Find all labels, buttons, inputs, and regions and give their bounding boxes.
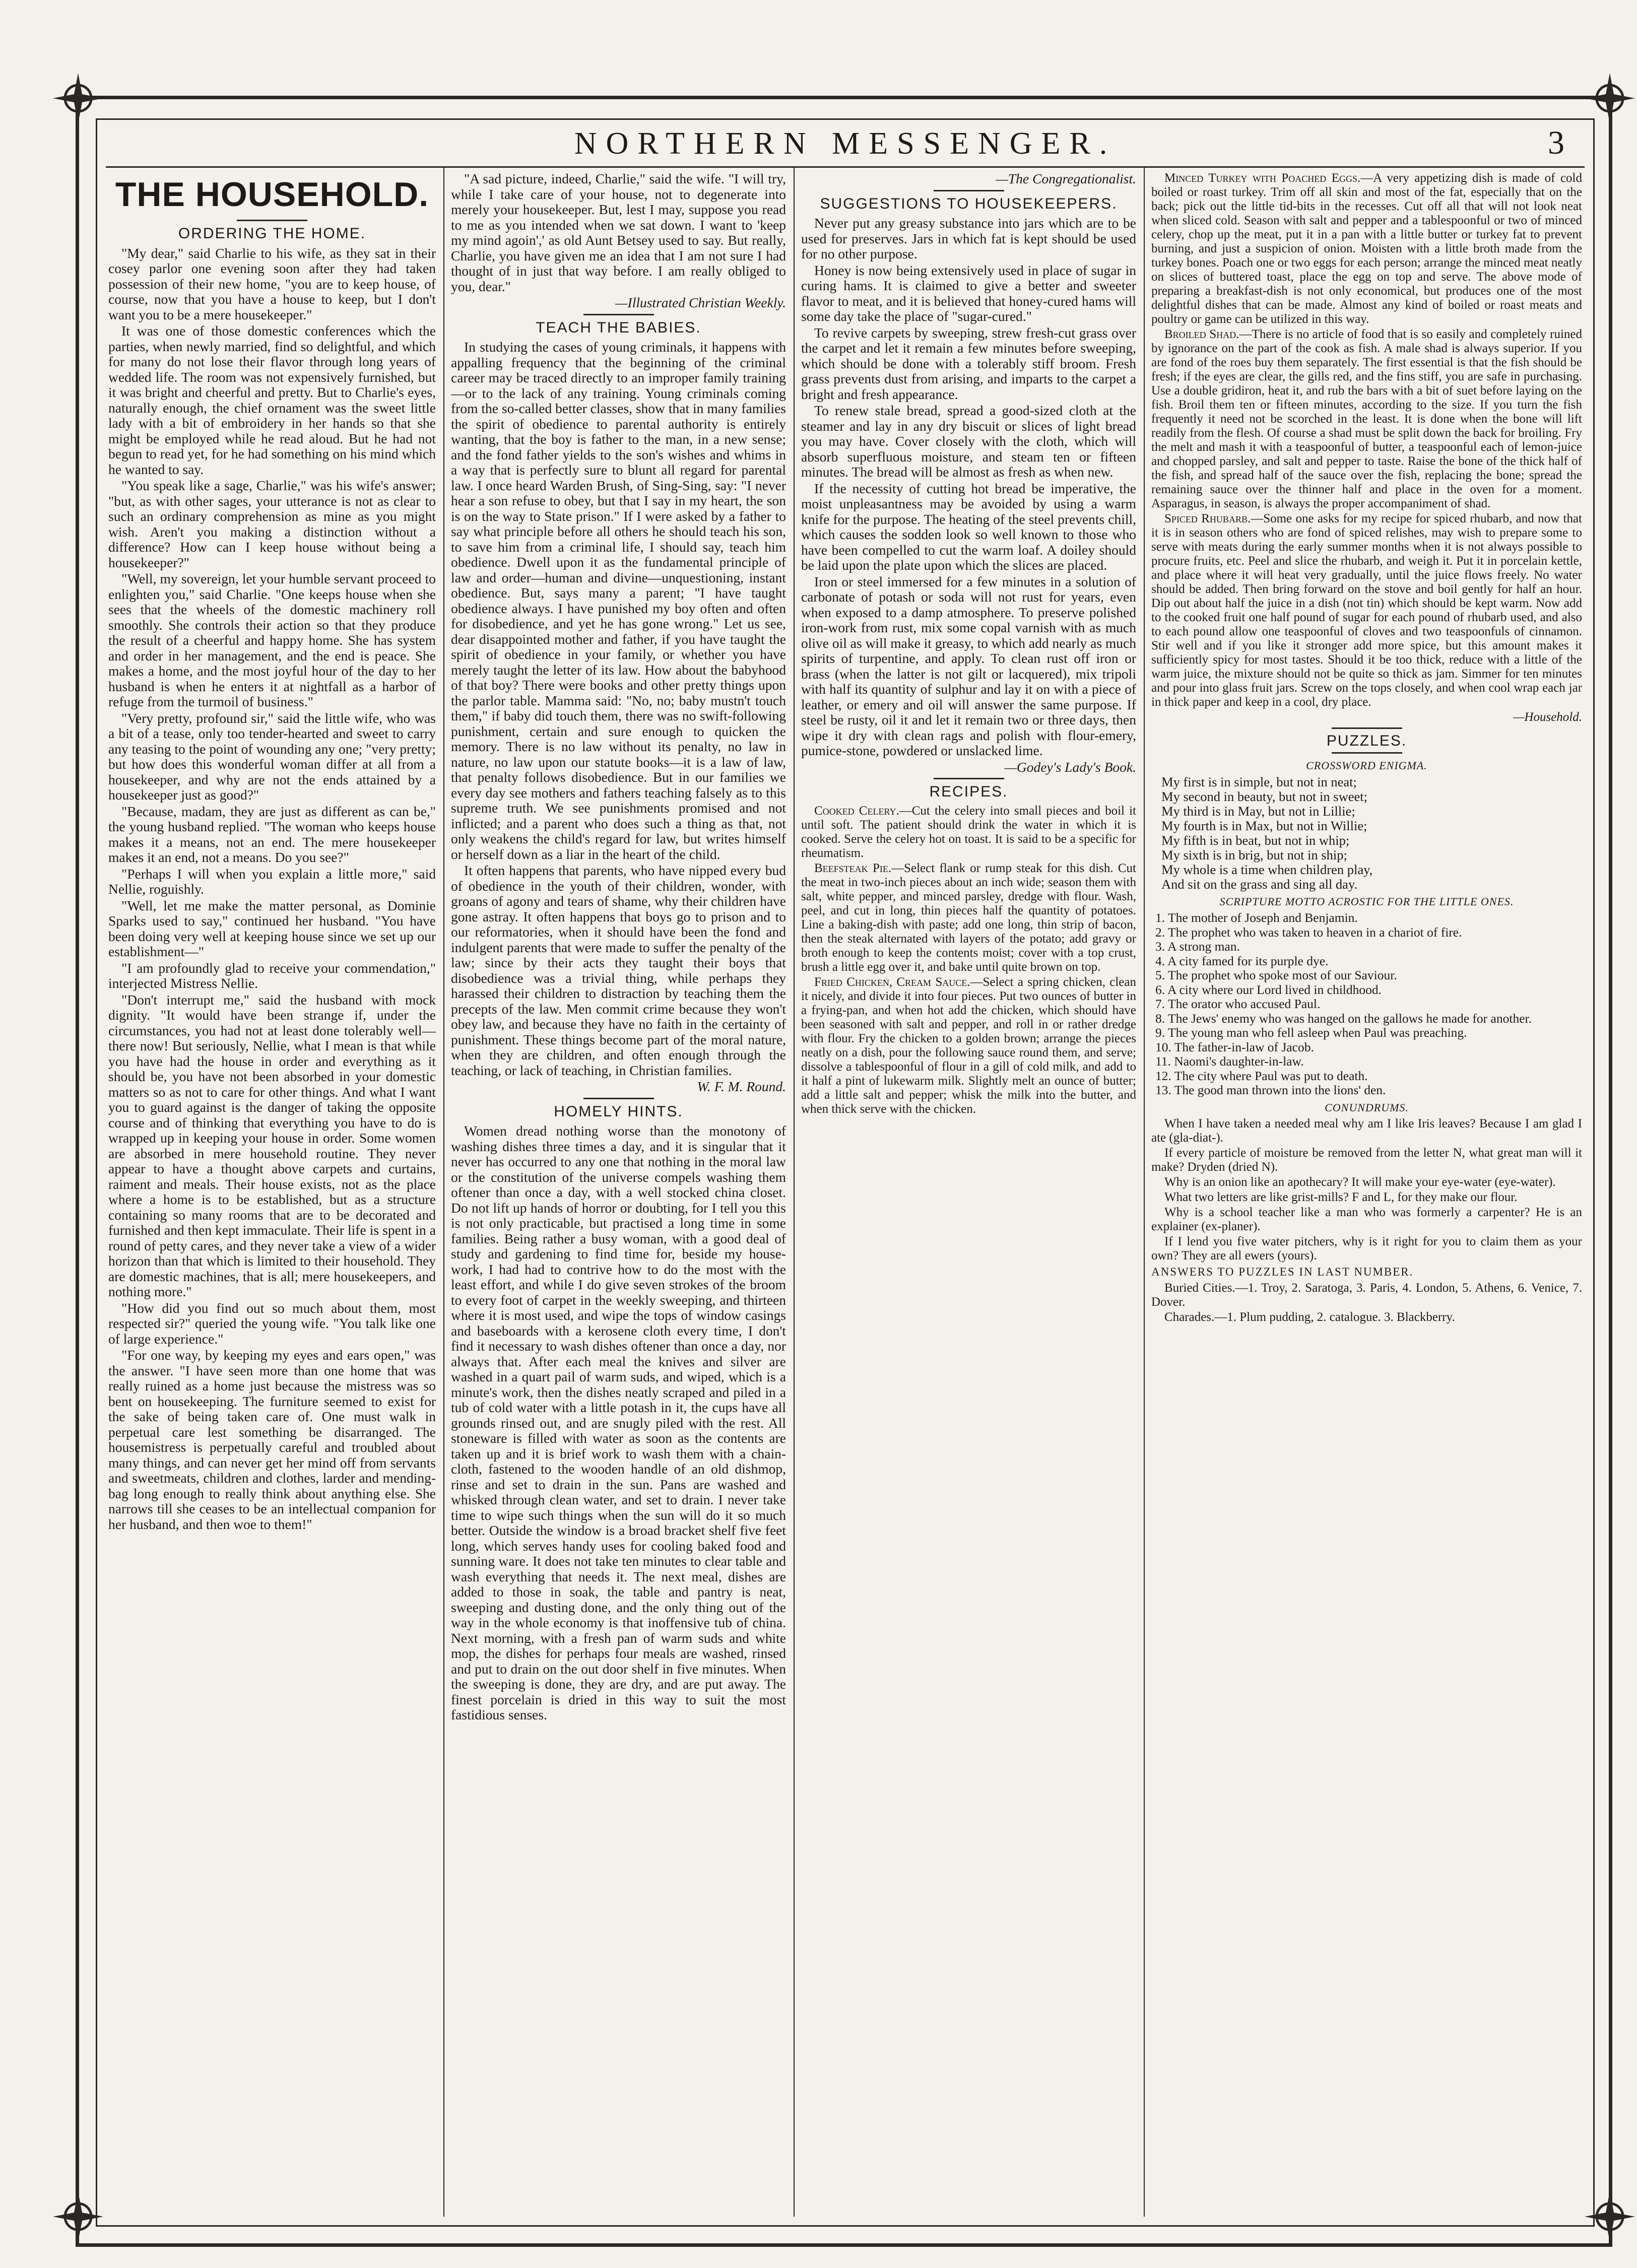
paragraph: "My dear," said Charlie to his wife, as they sat in their cosey parlor one evening soon after they had taken possession of their new home, "you are to keep house, of course, now that you have a house to keep, but I don't want you to be a mere housekeeper." [108,245,436,322]
poem-line: My fifth is in beat, but not in whip; [1161,833,1350,848]
paragraph: Women dread nothing worse than the monotony of washing dishes three times a day, and it is singular that it never has occurred to any one that nothing in the moral law or the constitution of the universe compels washing them oftener than once a day, with a well stocked china closet. Do not lift up hands of horror or doubting, for I tell you this is not only practicable, but practised a long time in some families. Being rather a busy woman, with a good deal of study and gardening to find time for, beside my house-work, I had had to contrive how to do the most with the least effort, and while I do give seven strokes of the broom to every foot of carpet in the weekly sweeping, and thirteen where it is most used, and wipe the tops of window casings and baseboards with a kerosene cloth every time, I don't find it necessary to wash dishes oftener than once a day, nor always that. After each meal the knives and silver are washed in a quart pail of warm suds, and wiped, which is a minute's work, then the dishes neatly scraped and piled in a tub of cold water with a little potash in it, the cups have all grounds rinsed out, and are snugly piled with the rest. All stoneware is filled with water as soon as the contents are taken up and it is brief work to wash them with a chain-cloth, fastened to the wooden handle of an old dishmop, rinse and set to drain in the sun. Pans are washed and whisked through clean water, and set to drain. I never take time to wipe such things when the sun will do it so much better. Outside the window is a broad bracket shelf five feet long, which serves handy uses for cooling baked food and sunning ware. It does not take ten minutes to clear table and wash everything that needs it. The next meal, dishes are added to those in soak, the table and pantry is neat, sweeping and dusting done, and the only thing out of the way in the whole economy is that inoffensive tub of china. Next morning, with a fresh pan of warm suds and white mop, the dishes for perhaps four meals are washed, rinsed and put to drain on the out door shelf in five minutes. When the sweeping is done, they are dry, and are put away. The finest porcelain is dried in this way to suit the most fastidious senses. [451,1123,786,1722]
poem-line: My third is in May, but not in Lillie; [1161,804,1355,819]
column-divider [1144,166,1145,2217]
paragraph: It was one of those domestic conferences which the parties, when newly married, find so delightful, and which for many do not lose their flavor through long years of wedded life. The room was not expensively furnished, but it was bright and cheerful and pretty. But to Charlie's eyes, naturally enough, the chief ornament was the sweet little lady with a bit of embroidery in her hands so that she might be employed while he read aloud. But he had not begun to read yet, for he had something on his mind which he wanted to say. [108,323,436,477]
paragraph: "How did you find out so much about them, most respected sir?" queried the young wife. "You talk like one of large experience." [108,1300,436,1347]
conundrum: When I have taken a needed meal why am I like Iris leaves? Because I am glad I ate (gla-diat-). [1151,1116,1582,1145]
paragraph: If the necessity of cutting hot bread be imperative, the moist unpleasantness may be avoided by using a warm knife for the purpose. The heating of the steel prevents chill, which causes the sodden look so well known to those who have been compelled to cut the warm loaf. A doiley should be laid upon the plate upon which the slices are placed. [801,480,1136,573]
conundrum: Why is an onion like an apothecary? It will make your eye-water (eye-water). [1164,1175,1556,1189]
recipe-item [801,804,1136,860]
divider [934,190,1004,191]
paragraph: "For one way, by keeping my eyes and ears open," was the answer. "I have seen more than one home that was really ruined as a home just because the mistress was so bent on housekeeping. The furniture seemed to exist for the sake of being taken care of. One must walk in perpetual care lest something be disarranged. The housemistress is perpetually careful and troubled about many things, and can never get her mind off from servants and sweetmeats, children and clothes, larder and mending-bag long enough to really think about anything else. She narrows till she ceases to be an intellectual companion for her husband, and then woe to them!" [108,1347,436,1532]
answers-title: ANSWERS TO PUZZLES IN LAST NUMBER. [1151,1265,1414,1278]
poem-line: My fourth is in Max, but not in Willie; [1161,818,1367,833]
acrostic-list [1151,911,1582,1098]
recipe-name: Beefsteak Pie. [814,861,892,875]
paragraph: To revive carpets by sweeping, strew fresh-cut grass over the carpet and let it remain a few minutes before sweeping, which should be done with a tolerably stiff broom. Fresh grass prevents dust from arising, and imparts to the carpet a bright and fresh appearance. [801,324,1136,402]
paragraph: To renew stale bread, spread a good-sized cloth at the steamer and lay in any dry biscuit or slices of light bread you may have. Cover closely with the cloth, which will absorb superfluous moisture, and steam ten or fifteen minutes. The bread will be almost as fresh as when new. [801,403,1136,480]
poem-line: My first is in simple, but not in neat; [1161,774,1357,789]
paragraph: "Very pretty, profound sir," said the little wife, who was a bit of a tease, only too tender-hearted and sweet to carry any teasing to the point of wounding any one; "very pretty; but how does this wonderful woman differ at all from a housekeeper, and why are not the ends attained by a housekeeper just as good?" [108,710,436,803]
recipe-name: Broiled Shad. [1164,327,1239,341]
source-attribution: W. F. M. Round. [697,1079,786,1094]
source-attribution: —Household. [1513,710,1582,724]
list-item: 7. The orator who accused Paul. [1155,996,1321,1011]
recipe-text: —A very appetizing dish is made of cold boiled or roast turkey. Trim off all skin and most of the fat, especially that on the back; pick out the little tid-bits in the recesses. Cut off all that will not look neat when sliced cold. Season with salt and pepper and a tablespoonful or two of minced celery, chop up the meat, put it in a pan with a little butter or turkey fat to prevent burning, and just a suspicion of onion. Moisten with a little broth made from the turkey bones. Poach one or two eggs for each person; arrange the minced meat neatly on slices of buttered toast, place the egg on top and serve. The above mode of preparing a breakfast-dish is not only economical, but produces one of the most delightful dishes that can be made. Almost any kind of boiled or roast meats and poultry or game can be utilized in this way. [1151,171,1582,326]
poem-line: My second in beauty, but not in sweet; [1161,789,1367,804]
list-item: 3. A strong man. [1155,939,1240,954]
recipe-item [801,975,1136,1116]
page-number: 3 [1548,124,1564,161]
list-item: 8. The Jews' enemy who was hanged on the gallows he made for another. [1155,1011,1532,1026]
teach-babies-title: TEACH THE BABIES. [536,319,701,336]
column-divider [443,166,444,2217]
suggestions-title: SUGGESTIONS TO HOUSEKEEPERS. [820,195,1118,212]
recipe-item [1151,171,1582,326]
paragraph: "I am profoundly glad to receive your commendation," interjected Mistress Nellie. [108,960,436,991]
enigma-poem [1161,775,1582,892]
answers-charades: Charades.—1. Plum pudding, 2. catalogue. 3. Blackberry. [1164,1310,1455,1324]
list-item: 11. Naomi's daughter-in-law. [1155,1054,1304,1069]
divider [934,778,1004,779]
paragraph: "You speak like a sage, Charlie," was his wife's answer; "but, as with other sages, your utterance is not as clear to such an ordinary comprehension as mine as you might wish. Aren't you making a distinction without a difference? How can I keep house without being a housekeeper?" [108,478,436,570]
recipe-name: Cooked Celery. [814,804,899,818]
source-attribution: —Godey's Lady's Book. [1004,759,1136,775]
recipe-item [1151,327,1582,511]
list-item: 9. The young man who fell asleep when Paul was preaching. [1155,1025,1467,1040]
recipe-text: —There is no article of food that is so easily and completely ruined by ignorance on the part of the cook as fish. A male shad is always superior. If you are fond of the roes buy them separately. The first essential is that the fish should be fresh; if the eyes are clear, the gills red, and the fins stiff, you are safe in purchasing. Use a double gridiron, heat it, and rub the bars with a bit of suet before laying on the fish. Broil them ten or fifteen minutes, according to the size. If you turn the fish frequently it need not be scorched in the least. It is done when the bone will lift readily from the flesh. Of course a shad must be split down the back for broiling. Fry the melt and mash it with a teaspoonful of butter, a teaspoonful each of lemon-juice and chopped parsley, and salt and pepper to taste. Raise the bone of the thick half of the fish, and spread half of the sauce over the fish, replacing the bone; spread the remaining sauce over the thinner half and place in the oven for a moment. Asparagus, in season, is always the proper accompaniment of shad. [1151,327,1582,510]
column-1 [108,171,436,2217]
corner-ornament-icon [1580,2186,1637,2247]
answers-cities: Buried Cities.—1. Troy, 2. Saratoga, 3. Paris, 4. London, 5. Athens, 6. Venice, 7. Dover. [1151,1281,1582,1309]
divider [237,220,307,221]
recipe-name: Minced Turkey with Poached Eggs. [1164,171,1361,185]
divider [1332,727,1402,729]
corner-ornament-icon [48,68,108,128]
source-attribution: —The Congregationalist. [996,171,1136,186]
list-item: 1. The mother of Joseph and Benjamin. [1155,910,1358,925]
recipe-text: —Some one asks for my recipe for spiced rhubarb, and now that it is in season others who are fond of spiced relishes, may wish to prepare some to serve with meats during the early summer months when it is not always possible to procure fruits, etc. Peel and slice the rhubarb, and weigh it. Put it in porcelain kettle, and place where it will heat very gradually, until the juice flows freely. No water should be added. Then bring forward on the stove and boil gently for half an hour. Dip out about half the juice in a dish (not tin) which should be kept warm. Now add to the cooked fruit one half pound of sugar for each pound of rhubarb used, and also to each pound allow one teaspoonful of cloves and two teaspoonfuls of cinnamon. Stir well and if you like it stronger add more spice, but this amount makes it sufficiently spicy for most tastes. Should it be too thick, reduce with a little of the warm juice, the mixture should not be quite so thick as jam. Simmer for ten minutes and pour into glass fruit jars. Screw on the tops closely, and when cool wrap each jar in thick paper and keep in a cool, dry place. [1151,512,1582,709]
paragraph: "Don't interrupt me," said the husband with mock dignity. "It would have been strange if, under the circumstances, you had not at least done tolerably well—there now! But seriously, Nellie, what I mean is that while you have had the house in order and everything as it should be, you have not been absorbed in your domestic matters so as not to care for other things. And what I want you to guard against is the danger of taking the opposite course and of thinking that everything you have to do is wrapped up in keeping your house in order. Some women are absorbed in mere household routine. They never appear to have a thought above carpets and curtains, raiment and meals. Their house exists, not as the place where a home is to be established, but as a structure containing so many rooms that are to be decorated and furnished and then kept immaculate. Their life is spent in a round of petty cares, and they never take a view of a wider horizon than that which is limited to their household. They are domestic machines, that is all; mere housekeepers, and nothing more." [108,991,436,1299]
header-rule [106,166,1585,168]
masthead [106,126,1585,166]
paragraph: Honey is now being extensively used in place of sugar in curing hams. It is claimed to give a better and sweeter flavor to meat, and it is believed that honey-cured hams will some day take the place of "sugar-cured." [801,262,1136,324]
divider [583,314,654,315]
recipe-item [1151,512,1582,709]
corner-ornament-icon [48,2186,108,2247]
masthead-title: NORTHERN MESSENGER. [574,126,1117,161]
ordering-home-title: ORDERING THE HOME. [178,225,366,242]
list-item: 4. A city famed for its purple dye. [1155,953,1329,968]
recipes-title: RECIPES. [929,783,1008,800]
acrostic-title: SCRIPTURE MOTTO ACROSTIC FOR THE LITTLE ONES. [1219,895,1514,908]
column-2 [451,171,786,2217]
homely-hints-title: HOMELY HINTS. [554,1103,683,1120]
conundrum: If every particle of moisture be removed from the letter N, what great man will it make? Dryden (dried N). [1151,1146,1582,1174]
recipe-text: —Cut the celery into small pieces and boil it until soft. The patient should drink the water in which it is cooked. Serve the celery hot on toast. It is said to be a specific for rheumatism. [801,804,1136,860]
conundrums-title: CONUNDRUMS. [1325,1101,1409,1114]
paragraph: "Because, madam, they are just as different as can be," the young husband replied. "The woman who keeps house makes it a means, not an end. The mere housekeeper makes it an end, not a means. Do you see?" [108,803,436,865]
paragraph: Never put any greasy substance into jars which are to be used for preserves. Jars in which fat is kept should be used for no other purpose. [801,215,1136,261]
paragraph: "A sad picture, indeed, Charlie," said the wife. "I will try, while I take care of your house, not to degenerate into merely your housekeeper. But, lest I may, suppose you read to me as you intended when we sat down. I want to 'keep my mind agoin',' as old Aunt Betsey used to say. But really, Charlie, you have given me an idea that I am not sure I had thought of in just that way before. I am really obliged to you, dear." [451,171,786,294]
recipe-item [801,861,1136,974]
conundrum: If I lend you five water pitchers, why is it right for you to claim them as your own? They are all ewers (yours). [1151,1234,1582,1262]
list-item: 5. The prophet who spoke most of our Saviour. [1155,968,1397,982]
recipe-text: —Select flank or rump steak for this dish. Cut the meat in two-inch pieces about an inch wide; season them with salt, white pepper, and minced parsley, dredge with flour. Wash, peel, and cut in long, thin pieces half the quantity of potatoes. Line a baking-dish with paste; add one long, thin strip of bacon, then the steak alternated with layers of the potato; add gravy or broth enough to keep the contents moist; cover with a top crust, brush a little egg over it, and bake until quite brown on top. [801,861,1136,974]
poem-line: My whole is a time when children play, [1161,862,1373,877]
paragraph: Iron or steel immersed for a few minutes in a solution of carbonate of potash or soda will not rust for years, even when exposed to a damp atmosphere. To preserve polished iron-work from rust, mix some copal varnish with as much olive oil as will make it greasy, to which add nearly as much spirits of turpentine, and apply. To clean rust off iron or brass (when the latter is not gilt or lacquered), mix tripoli with half its quantity of sulphur and lay it on with a piece of leather, or emery and oil will answer the same purpose. If steel be rusty, oil it and let it remain two or three days, then wipe it dry with clean rags and polish with flour-emery, pumice-stone, powdered or unslacked lime. [801,573,1136,758]
list-item: 12. The city where Paul was put to death. [1155,1068,1368,1083]
source-attribution: —Illustrated Christian Weekly. [615,295,786,310]
puzzles-title: PUZZLES. [1326,732,1407,749]
list-item: 6. A city where our Lord lived in childhood. [1155,982,1382,997]
enigma-title: CROSSWORD ENIGMA. [1306,759,1427,772]
conundrum: What two letters are like grist-mills? F and L, for they make our flour. [1164,1190,1518,1204]
paragraph: "Well, let me make the matter personal, as Dominie Sparks used to say," continued her husband. "You have been doing very well at keeping house since we set up our establishment—" [108,897,436,959]
list-item: 10. The father-in-law of Jacob. [1155,1039,1314,1054]
column-3 [801,171,1136,2217]
recipe-text: —Select a spring chicken, clean it nicely, and divide it into four pieces. Put two ounces of butter in a frying-pan, and when hot add the chicken, which should have been seasoned with salt and pepper, and roll in or rather dredge with flour. Fry the chicken to a golden brown; arrange the pieces neatly on a dish, pour the following sauce round them, and serve; dissolve a tablespoonful of flour in a gill of cold milk, and add to it half a pint of lukewarm milk. Slightly melt an ounce of butter; add a little salt and pepper; whisk the milk into the butter, and when thick serve with the chicken. [801,975,1136,1116]
corner-ornament-icon [1580,68,1637,128]
paragraph: It often happens that parents, who have nipped every bud of obedience in the youth of their children, wonder, with groans of agony and tears of shame, why their children have gone astray. It often happens that boys go to prison and to our reformatories, when it should have been the fond and indulgent parents that were made to suffer the penalty of the law; since by their acts they taught their boys that disobedience was a trivial thing, while perhaps they harassed their children to distraction by teaching them the precepts of the law. Men commit crime because they won't obey law, and because they have no faith in the certainty of punishment. These things become part of the moral nature, when they are children, and often enough through the teaching, or lack of teaching, in Christian families. [451,862,786,1078]
poem-line: And sit on the grass and sing all day. [1161,877,1358,892]
list-item: 2. The prophet who was taken to heaven in a chariot of fire. [1155,924,1462,940]
column-4 [1151,171,1582,2217]
recipe-name: Spiced Rhubarb. [1164,512,1251,525]
list-item: 13. The good man thrown into the lions' den. [1155,1083,1386,1097]
poem-line: My sixth is in brig, but not in ship; [1161,847,1347,862]
household-title: THE HOUSEHOLD. [115,175,429,214]
conundrum: Why is a school teacher like a man who was formerly a carpenter? He is an explainer (ex-planer). [1151,1205,1582,1233]
column-divider [794,166,795,2217]
paragraph: In studying the cases of young criminals, it happens with appalling frequency that the beginning of the criminal career may be traced directly to an improper family training—or to the lack of any training. Young criminals coming from the so-called better classes, show that in many families the spirit of obedience to parental authority is entirely wanting, that the boy is father to the man, in a new sense; and the fond father yields to the son's wishes and whims in a way that is perfectly sure to blunt all regard for parental law. I once heard Warden Brush, of Sing-Sing, say: "I never hear a son refuse to obey, but that I say in my heart, the son is on the way to State prison." If I were asked by a father to say what principle before all others he should teach his son, to save him from a criminal life, I should say, teach him obedience. Dwell upon it as the fundamental principle of law and order—human and divine—unquestioning, instant obedience. But, says many a parent; "I have taught obedience always. I have punished my boy often and often for disobedience, and yet he has gone wrong." Let us see, dear disappointed mother and father, if you have taught the spirit of obedience in your family, or whether you have merely taught the letter of its law. How about the babyhood of that boy? There were books and other pretty things upon the parlor table. Mamma said: "No, no; baby mustn't touch them," if baby did touch them, there was no swift-following punishment, certain and sure enough to quicken the memory. There is no law without its penalty, no law in nature, no law upon our statute books—it is a law of law, that penalty follows disobedience. But in our families we every day see mothers and fathers teaching falsely as to this supreme truth. We see punishments promised and not inflicted; and a parent who does such a thing as that, not only weakens the child's regard for law, but writes himself or herself down as a liar in the heart of the child. [451,339,786,862]
paragraph: "Well, my sovereign, let your humble servant proceed to enlighten you," said Charlie. "One keeps house when she sees that the wheels of the domestic machinery roll smoothly. She controls their action so that they produce the result of a cheerful and happy home. She has system and order in her management, and the end is peace. She makes a home, and the most joyful hour of the day to her husband is when he enters it at nightfall as a harbor of refuge from the turmoil of business." [108,571,436,709]
recipe-name: Fried Chicken, Cream Sauce. [814,975,970,989]
divider [583,1098,654,1099]
divider [1332,752,1402,754]
paragraph: "Perhaps I will when you explain a little more," said Nellie, roguishly. [108,865,436,897]
